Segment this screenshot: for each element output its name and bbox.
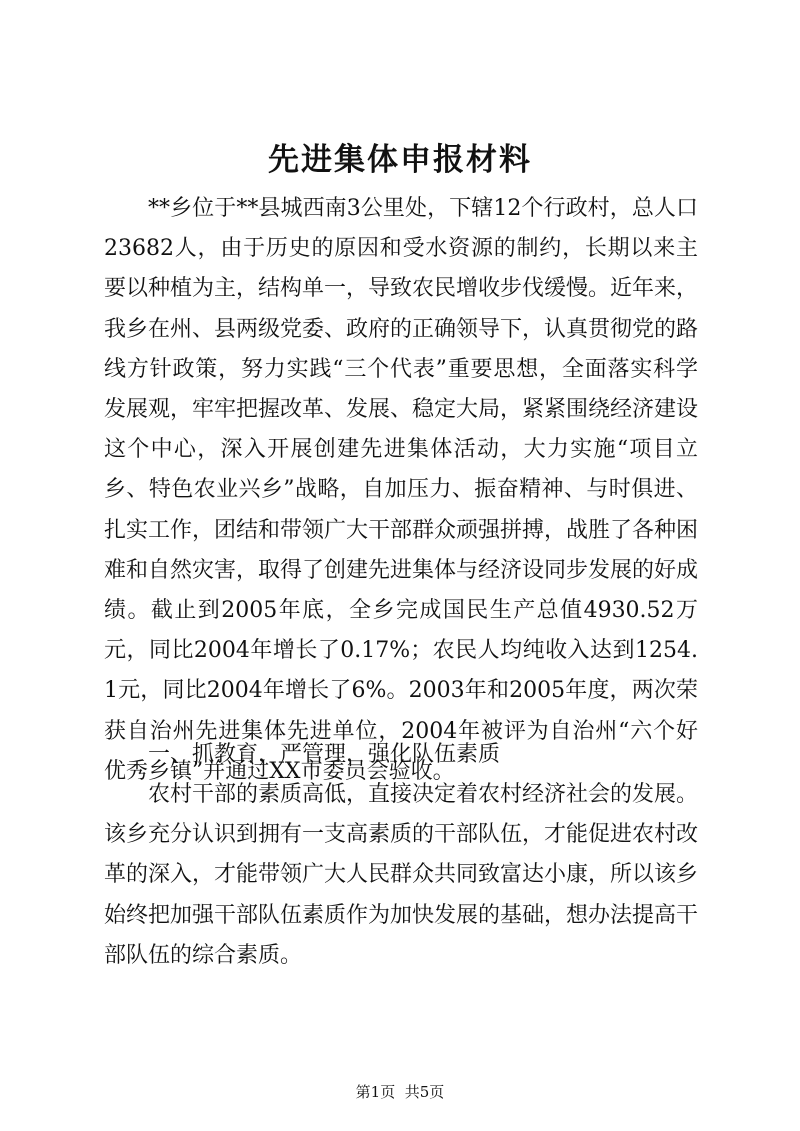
section-paragraph: 农村干部的素质高低，直接决定着农村经济社会的发展。该乡充分认识到拥有一支高素质的干部队伍，才能促进农村改革的深入，才能带领广大人民群众共同致富达小康，所以该乡始终把加强干部队伍素质作为加快发展的基础，想办法提高干部队伍的综合素质。 [104, 782, 699, 968]
page-footer [0, 1082, 800, 1102]
page-total: 共5页 [404, 1083, 445, 1101]
section-heading: 一、抓教育，严管理，强化队伍素质 [148, 742, 501, 767]
intro-paragraph: **乡位于**县城西南3公里处，下辖12个行政村，总人口23682人，由于历史的原因和受水资源的制约，长期以来主要以种植为主，结构单一，导致农民增收步伐缓慢。近年来，我乡在州、县两级党委、政府的正确领导下，认真贯彻党的路线方针政策，努力实践“三个代表”重要思想，全面落实科学发展观，牢牢把握改革、发展、稳定大局，紧紧围绕经济建设这个中心，深入开展创建先进集体活动，大力实施“项目立乡、特色农业兴乡”战略，自加压力、振奋精神、与时俱进、扎实工作，团结和带领广大干部群众顽强拼搏，战胜了各种困难和自然灾害，取得了创建先进集体与经济设同步发展的好成绩。截止到2005年底，全乡完成国民生产总值4930.52万元，同比2004年增长了0.17%；农民人均纯收入达到1254.1元，同比2004年增长了6%。2003年和2005年度，两次荣获自治州先进集体先进单位，2004年被评为自治州“六个好优秀乡镇”并通过XX市委员会验收。 [104, 196, 699, 784]
page-number: 第1页 [355, 1083, 396, 1101]
document-title: 先进集体申报材料 [268, 142, 532, 178]
